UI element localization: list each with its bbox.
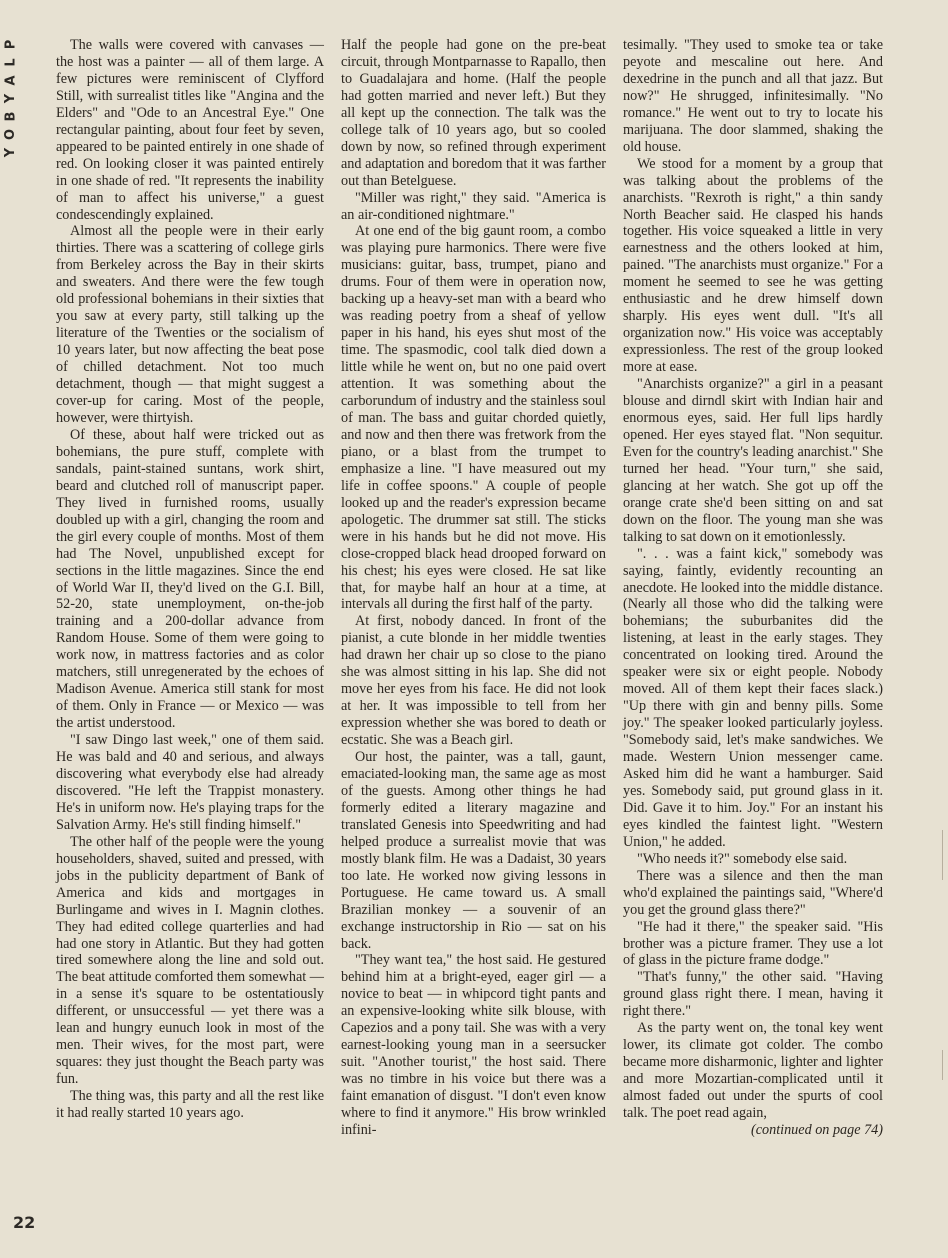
magazine-letter: A <box>3 75 19 86</box>
paragraph: At first, nobody danced. In front of the pianist, a cute blonde in her middle twenties had drawn her chair up so close to the piano she was almost sitting in his lap. She did not move her eyes from his face. He did not look at her. It was impossible to tell from her expression whether she was bored to death or ecstatic. She was a Beach girl. <box>341 613 606 749</box>
paragraph: Almost all the people were in their early thirties. There was a scattering of college girls from Berkeley across the Bay in their skirts and sweaters. And there were the few tough old professional bohemians in their sixties that you saw at every party, still talking up the literature of the Twenties or the socialism of 10 years later, but now affecting the beat pose of chilled detachment. Not too much detachment, though — that might suggest a cover-up for caring. Most of the people, however, were thirtyish. <box>56 223 324 426</box>
magazine-letter: B <box>3 111 19 122</box>
paragraph: tesimally. "They used to smoke tea or take peyote and mescaline out here. And dexedrine in the punch and all that jazz. But now?" He shrugged, infinitesimally. "No romance." He went out to try to locate his marijuana. The door slammed, shaking the old house. <box>623 37 883 155</box>
paragraph: The thing was, this party and all the rest like it had really started 10 years ago. <box>56 1088 324 1122</box>
magazine-letter: Y <box>3 147 19 158</box>
page-edge-mark <box>942 1050 943 1080</box>
page-edge-mark <box>942 830 943 880</box>
paragraph: The walls were covered with canvases — the host was a painter — all of them large. A few pictures were reminiscent of Clyfford Still, with surrealist titles like "Angina and the Elders" and "Ode to an Ancestral Eye." One rectangular painting, about four feet by seven, appeared to be painted entirely in one shade of red. On looking closer it was painted entirely in one shade of red. "It represents the inability of man to affect his universe," a guest condescendingly explained. <box>56 37 324 223</box>
paragraph: Our host, the painter, was a tall, gaunt, emaciated-looking man, the same age as most of the guests. Among other things he had formerly edited a literary magazine and translated Genesis into Speedwriting and had helped produce a surrealist movie that was mostly blank film. He was a Dadaist, 30 years too late. He worked now giving lessons in Portuguese. He came toward us. A small Brazilian monkey — a souvenir of an exchange instructorship in Rio — sat on his back. <box>341 749 606 952</box>
paragraph: "Anarchists organize?" a girl in a peasant blouse and dirndl skirt with Indian hair and enormous eyes, said. Her full lips hardly opened. Her eyes stayed flat. "Non sequitur. Even for the country's leading anarchist." She turned her head. "Your turn," she said, glancing at her watch. She got up off the orange crate she'd been sitting on and sat down on the floor. The young man she was talking to sat down on it emotionlessly. <box>623 376 883 545</box>
paragraph: "He had it there," the speaker said. "His brother was a picture framer. They use a lot of glass in the picture frame dodge." <box>623 918 883 969</box>
text-column-3 <box>623 37 883 1139</box>
magazine-name-vertical <box>0 38 22 159</box>
paragraph: "Who needs it?" somebody else said. <box>637 850 848 867</box>
paragraph: "Miller was right," they said. "America is an air-conditioned nightmare." <box>341 189 606 223</box>
continued-note: (continued on page 74) <box>751 1122 883 1138</box>
paragraph: ". . . was a faint kick," somebody was saying, faintly, evidently recounting an anecdote. He looked into the middle distance. (Nearly all those who did the talking were bohemians; the suburbanites did the listening, at least in the early stages. They concentrated on looking tired. Around the speaker were six or eight people. Nobody moved. All of them kept their faces slack.) "Up there with gin and benny pills. Some joy." The speaker looked particularly joyless. "Somebody said, let's make sandwiches. We made. Western Union messenger came. Asked him did he want a hamburger. Said yes. Somebody said, put ground glass in it. Did. Gave it to him. Joy." For an instant his eyes kindled the faintest light. "Western Union," he added. <box>623 545 883 850</box>
paragraph: As the party went on, the tonal key went lower, its climate got colder. The combo became more disharmonic, lighter and lighter and more Mozartian-complicated until it almost faded out under the spurts of cool talk. The poet read again, <box>623 1020 883 1122</box>
paragraph: "That's funny," the other said. "Having ground glass right there. I mean, having it right there." <box>623 969 883 1020</box>
text-column-1 <box>56 37 324 1122</box>
paragraph: Half the people had gone on the pre-beat circuit, through Montparnasse to Rapallo, then to Guadalajara and home. (Half the people had gotten married and never left.) But they all kept up the connection. The talk was the college talk of 10 years ago, but so cooled down by now, so refined through experiment and adaptation and boredom that it was farther out than Betelguese. <box>341 37 606 189</box>
magazine-letter: O <box>3 128 19 141</box>
paragraph: Of these, about half were tricked out as bohemians, the pure stuff, complete with sandals, paint-stained suntans, work shirt, beard and clutched roll of manuscript paper. They lived in furnished rooms, usually doubled up with a girl, changing the room and the girl every couple of months. Most of them had The Novel, unpublished except for sections in the little magazines. Since the end of World War II, they'd lived on the G.I. Bill, 52-20, state unemployment, on-the-job training and a 200-dollar advance from Random House. Some of them were going to work now, in mattress factories and as color matchers, still unregenerated by the echoes of Madison Avenue. America still stank for most of them. Only in France — or Mexico — was the artist understood. <box>56 426 324 732</box>
paragraph: The other half of the people were the young householders, shaved, suited and pressed, with jobs in the publicity department of Bank of America and kids and mortgages in Burlingame and wives in I. Magnin clothes. They had edited college quarterlies and had had one story in Atlantic. But they had gotten tired somewhere along the line and sold out. The beat attitude comforted them somewhat — in a sense it's square to be ostentatiously different, or unsuccessful — yet there was a lean and hungry eunuch look in most of the men. Their wives, for the most part, were squares: they just thought the Beach party was fun. <box>56 833 324 1088</box>
magazine-letter: P <box>3 39 19 50</box>
paragraph: At one end of the big gaunt room, a combo was playing pure harmonics. There were five musicians: guitar, bass, trumpet, piano and drums. Four of them were in operation now, backing up a heavy-set man with a beard who was reading poetry from a sheaf of yellow paper in his hand, his eyes shut most of the time. The spasmodic, cool talk died down a little while he went on, but no one paid overt attention. It was something about the carborundum of industry and the stainless soul of man. The bass and guitar chorded quietly, and now and then there was fretwork from the piano, or a blast from the trumpet to emphasize a line. "I have measured out my life in coffee spoons." A couple of people looked up and the reader's expression became apologetic. The drummer sat still. The sticks were in his hands but he did not move. His close-cropped black head drooped forward on his chest; his eyes were closed. He sat like that, for maybe half an hour at a time, at intervals all during the first half of the party. <box>341 223 606 613</box>
page-number: 22 <box>13 1213 36 1232</box>
magazine-letter: Y <box>3 93 19 104</box>
text-column-2 <box>341 37 606 1139</box>
paragraph: There was a silence and then the man who'd explained the paintings said, "Where'd you get the ground glass there?" <box>623 867 883 918</box>
paragraph: "I saw Dingo last week," one of them said. He was bald and 40 and serious, and always discovering what everybody else had already discovered. "He left the Trappist monastery. He's in uniform now. He's playing traps for the Salvation Army. He's still finding himself." <box>56 732 324 833</box>
paragraph: We stood for a moment by a group that was talking about the problems of the anarchists. "Rexroth is right," a thin sandy North Beacher said. He clasped his hands together. His voice squeaked a little in very earnestness and the others looked at him, pained. "The anarchists must organize." For a moment he seemed to see he was getting enthusiastic and he drew himself down sharply. His eyes went dull. "It's all organization now." His voice was acceptably expressionless. The rest of the group looked more at ease. <box>623 155 883 376</box>
magazine-letter: L <box>3 58 19 67</box>
paragraph: "They want tea," the host said. He gestured behind him at a bright-eyed, eager girl — a novice to beat — in whipcord tight pants and an expensive-looking white silk blouse, with Capezios and a pony tail. She was with a very earnest-looking young man in a seersucker suit. "Another tourist," the host said. There was no timbre in his voice but there was a faint emanation of disgust. "I don't even know where to find it anymore." His brow wrinkled infini- <box>341 952 606 1138</box>
